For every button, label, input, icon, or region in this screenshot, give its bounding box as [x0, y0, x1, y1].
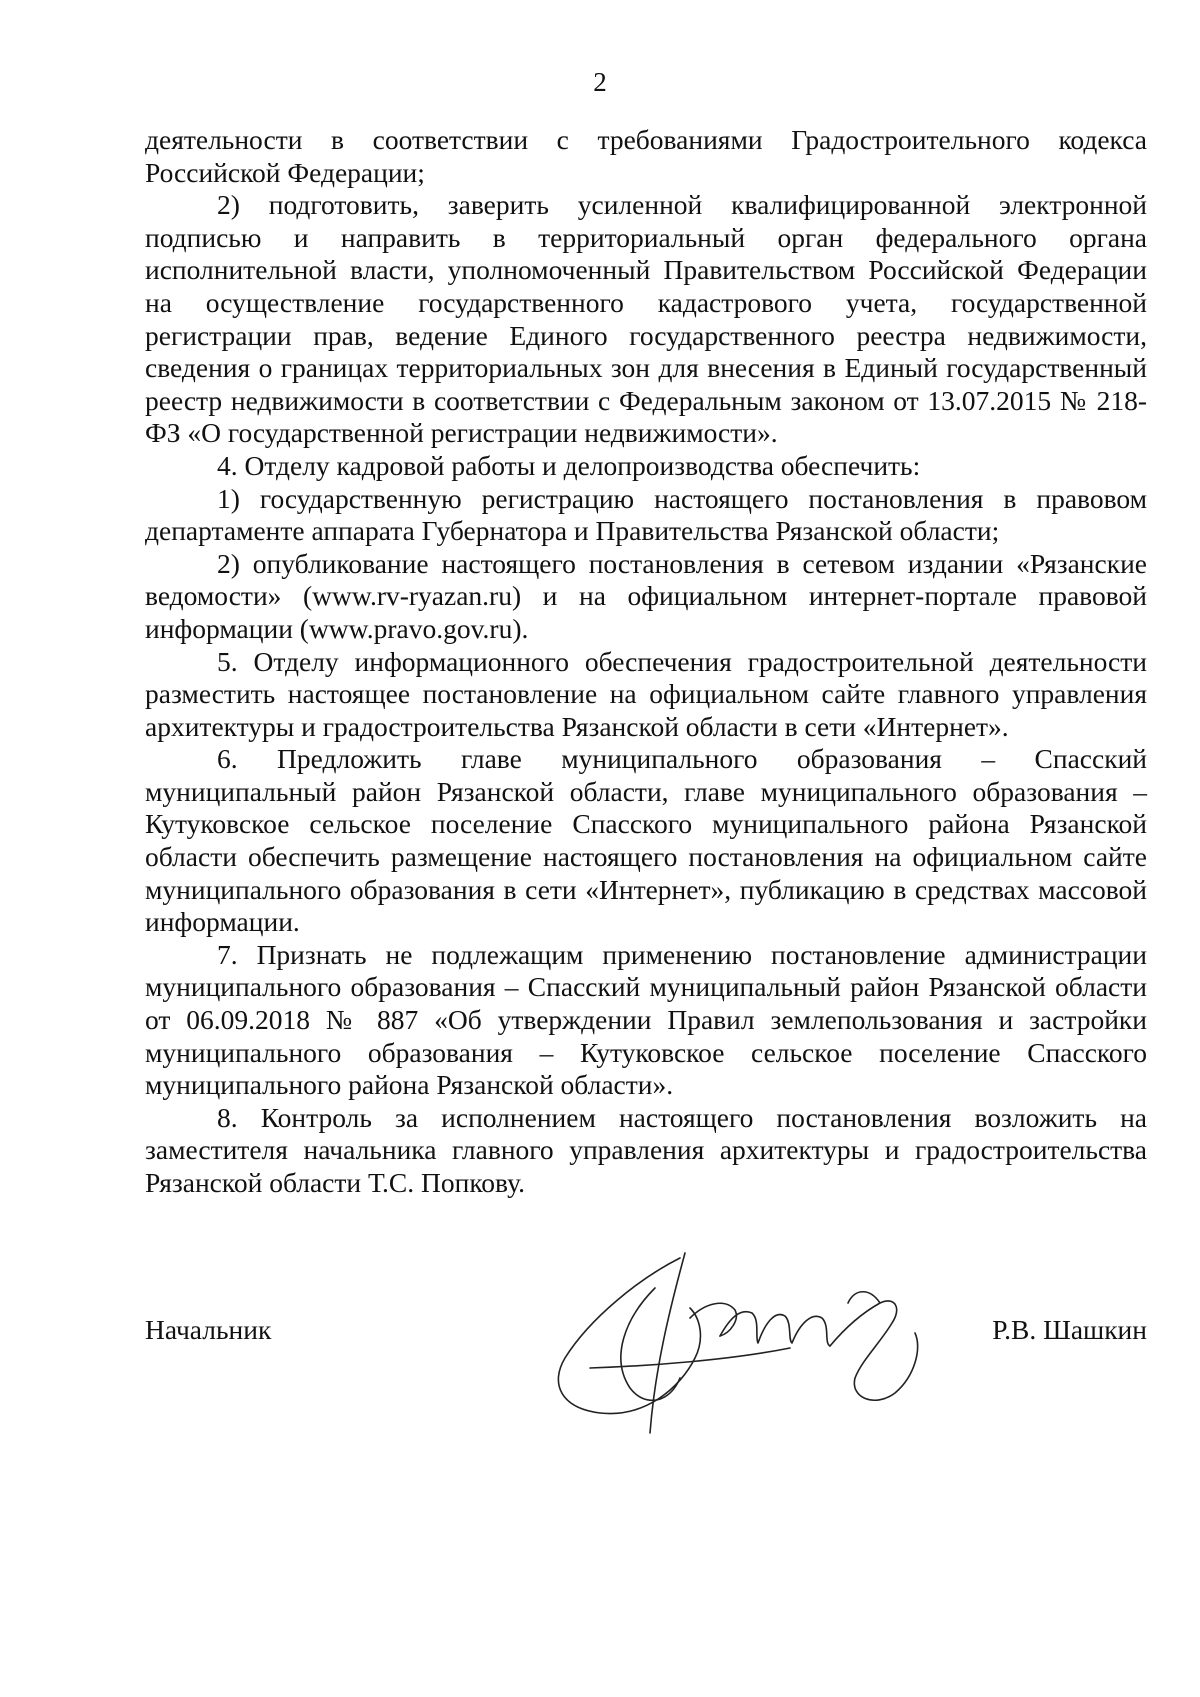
paragraph-item-4-hr-department: 4. Отделу кадровой работы и делопроизводства обеспечить: [217, 449, 921, 481]
signatory-name: Р.В. Шашкин [992, 1314, 1147, 1345]
document-body [145, 124, 1147, 1200]
paragraph-item-5-info-department: 5. Отделу информационного обеспечения градостроительной деятельности разместить настоящее постановление на официальном сайте главного управления архитектуры и градостроительства Рязанской области в сети «Интернет». [145, 645, 1147, 742]
paragraph-item-8-control: 8. Контроль за исполнением настоящего постановления возложить на заместителя начальника главного управления архитектуры и градостроительства Рязанской области Т.С. Попкову. [145, 1101, 1147, 1198]
signatory-title: Начальник [145, 1314, 272, 1345]
signature-block [145, 1314, 1147, 1354]
paragraph-item-4-1-registration: 1) государственную регистрацию настоящего постановления в правовом департаменте аппарата Губернатора и Правительства Рязанской области; [145, 482, 1147, 547]
paragraph-item-4-2-publication: 2) опубликование настоящего постановления в сетевом издании «Рязанские ведомости» (www.rv-ryazan.ru) и на официальном интернет-портале правовой информации (www.pravo.gov.ru). [145, 547, 1147, 644]
paragraph-continuation: деятельности в соответствии с требованиями Градостроительного кодекса Российской Федерации; [145, 124, 1147, 188]
paragraph-item-6-propose: 6. Предложить главе муниципального образования – Спасский муниципальный район Рязанской области, главе муниципального образования – Кутуковское сельское поселение Спасского муниципального района Рязанской области обеспечить размещение настоящего постановления на официальном сайте муниципального образования в сети «Интернет», публикацию в средствах массовой информации. [145, 743, 1147, 938]
paragraph-item-2-prepare-certify: 2) подготовить, заверить усиленной квалифицированной электронной подписью и направить в территориальный орган федерального органа исполнительной власти, уполномоченный Правительством Российской Федерации на осуществление государственного кадастрового учета, государственной регистрации прав, ведение Единого государственного реестра недвижимости, сведения о границах территориальных зон для внесения в Единый государственный реестр недвижимости в соответствии с Федеральным законом от 13.07.2015 № 218-ФЗ «О государственной регистрации недвижимости». [145, 189, 1147, 449]
page-number: 2 [593, 67, 607, 97]
paragraph-item-7-recognize: 7. Признать не подлежащим применению постановление администрации муниципального образования – Спасский муниципальный район Рязанской области от 06.09.2018 № 887 «Об утверждении Правил землепользования и застройки муниципального образования – Кутуковское сельское поселение Спасского муниципального района Рязанской области». [145, 938, 1147, 1101]
